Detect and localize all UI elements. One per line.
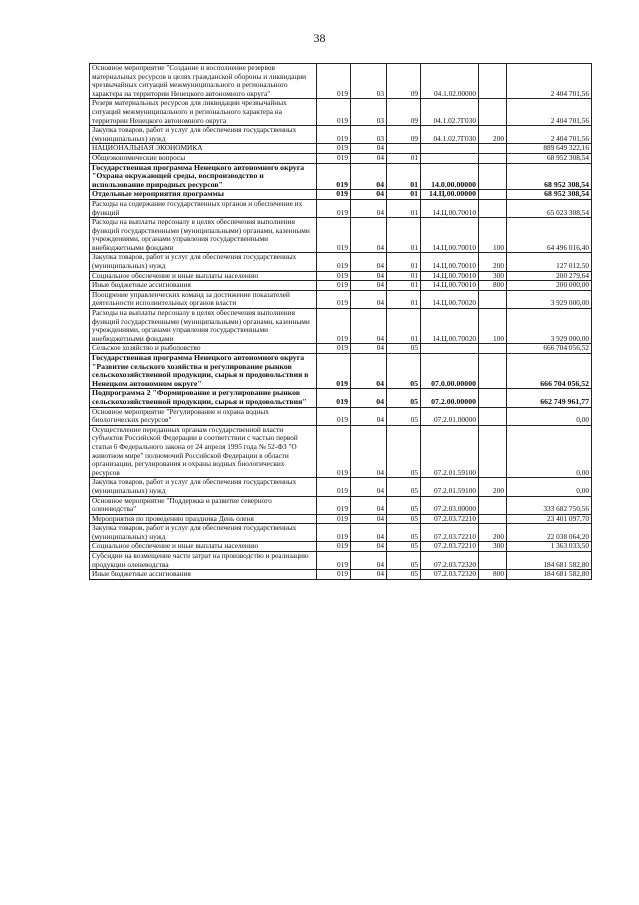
expense-type-cell <box>479 552 507 570</box>
table-row <box>90 190 592 200</box>
ministry-code-cell: 019 <box>317 153 351 163</box>
row-name-cell: Закупка товаров, работ и услуг для обеспечения государственных (муниципальных) нужд <box>90 126 317 144</box>
subsection-code-cell: 05 <box>387 354 421 389</box>
row-name-cell: Отдельные мероприятия программы <box>90 190 317 200</box>
expense-type-cell <box>479 354 507 389</box>
expense-type-cell <box>479 163 507 190</box>
target-article-cell: 14.Ц.00.70020 <box>421 309 479 344</box>
target-article-cell: 07.2.01.00000 <box>421 407 479 425</box>
ministry-code-cell: 019 <box>317 552 351 570</box>
row-name-cell: Расходы на выплаты персоналу в целях обеспечения выполнения функций государственными (муниципальными) органами, казенными учреждениями, органами управления государственными внебюджетными фондами <box>90 309 317 344</box>
subsection-code-cell: 05 <box>387 478 421 496</box>
amount-cell: 127 012,50 <box>507 253 592 271</box>
section-code-cell: 04 <box>351 496 387 514</box>
amount-cell: 200 279,64 <box>507 271 592 281</box>
target-article-cell: 07.2.03.72210 <box>421 514 479 524</box>
expense-type-cell <box>479 190 507 200</box>
section-code-cell: 04 <box>351 524 387 542</box>
table-row <box>90 354 592 389</box>
section-code-cell: 04 <box>351 218 387 253</box>
section-code-cell: 04 <box>351 407 387 425</box>
table-row <box>90 281 592 291</box>
row-name-cell: Иные бюджетные ассигнования <box>90 570 317 580</box>
expense-type-cell: 200 <box>479 253 507 271</box>
subsection-code-cell: 01 <box>387 290 421 308</box>
amount-cell: 333 682 750,56 <box>507 496 592 514</box>
expense-type-cell: 800 <box>479 570 507 580</box>
table-row <box>90 570 592 580</box>
target-article-cell <box>421 144 479 154</box>
row-name-cell: Сельское хозяйство и рыболовство <box>90 344 317 354</box>
target-article-cell: 04.1.02.7Г030 <box>421 99 479 126</box>
target-article-cell: 14.Ц.00.70020 <box>421 290 479 308</box>
section-code-cell: 04 <box>351 514 387 524</box>
amount-cell: 2 404 701,56 <box>507 64 592 99</box>
section-code-cell: 04 <box>351 552 387 570</box>
section-code-cell: 03 <box>351 64 387 99</box>
target-article-cell <box>421 344 479 354</box>
section-code-cell: 04 <box>351 199 387 217</box>
table-row <box>90 425 592 478</box>
subsection-code-cell: 05 <box>387 570 421 580</box>
table-row <box>90 478 592 496</box>
expense-type-cell <box>479 290 507 308</box>
amount-cell: 2 404 701,56 <box>507 99 592 126</box>
subsection-code-cell: 09 <box>387 99 421 126</box>
row-name-cell: Социальное обеспечение и иные выплаты населению <box>90 271 317 281</box>
amount-cell: 889 649 322,16 <box>507 144 592 154</box>
row-name-cell: Закупка товаров, работ и услуг для обеспечения государственных (муниципальных) нужд <box>90 478 317 496</box>
expense-type-cell <box>479 425 507 478</box>
section-code-cell: 04 <box>351 542 387 552</box>
table-row <box>90 407 592 425</box>
expense-type-cell <box>479 514 507 524</box>
row-name-cell: Государственная программа Ненецкого автономного округа "Охрана окружающей среды, воспроизводство и использование природных ресурсов" <box>90 163 317 190</box>
table-row <box>90 144 592 154</box>
table-row <box>90 524 592 542</box>
section-code-cell: 04 <box>351 309 387 344</box>
subsection-code-cell: 01 <box>387 163 421 190</box>
subsection-code-cell: 01 <box>387 190 421 200</box>
ministry-code-cell: 019 <box>317 190 351 200</box>
subsection-code-cell: 05 <box>387 407 421 425</box>
expense-type-cell <box>479 144 507 154</box>
expense-type-cell <box>479 99 507 126</box>
ministry-code-cell: 019 <box>317 99 351 126</box>
ministry-code-cell: 019 <box>317 354 351 389</box>
ministry-code-cell: 019 <box>317 126 351 144</box>
subsection-code-cell: 05 <box>387 389 421 407</box>
target-article-cell: 07.2.01.59100 <box>421 425 479 478</box>
target-article-cell: 07.2.03.72320 <box>421 552 479 570</box>
section-code-cell: 03 <box>351 126 387 144</box>
ministry-code-cell: 019 <box>317 514 351 524</box>
subsection-code-cell: 05 <box>387 496 421 514</box>
page-number: 38 <box>313 31 326 45</box>
ministry-code-cell: 019 <box>317 542 351 552</box>
row-name-cell: НАЦИОНАЛЬНАЯ ЭКОНОМИКА <box>90 144 317 154</box>
subsection-code-cell: 05 <box>387 425 421 478</box>
expense-type-cell <box>479 64 507 99</box>
amount-cell: 2 404 701,56 <box>507 126 592 144</box>
amount-cell: 64 496 016,40 <box>507 218 592 253</box>
section-code-cell: 04 <box>351 570 387 580</box>
row-name-cell: Основное мероприятие "Регулирование и охрана водных биологических ресурсов" <box>90 407 317 425</box>
ministry-code-cell: 019 <box>317 218 351 253</box>
table-row <box>90 153 592 163</box>
amount-cell: 22 038 064,20 <box>507 524 592 542</box>
target-article-cell: 07.2.03.72210 <box>421 524 479 542</box>
expense-type-cell: 300 <box>479 271 507 281</box>
section-code-cell: 04 <box>351 153 387 163</box>
amount-cell: 0,00 <box>507 425 592 478</box>
row-name-cell: Расходы на выплаты персоналу в целях обеспечения выполнения функций государственными (муниципальными) органами, казенными учреждениями, органами управления государственными внебюджетными фондами <box>90 218 317 253</box>
table-row <box>90 126 592 144</box>
table-row <box>90 514 592 524</box>
subsection-code-cell: 01 <box>387 253 421 271</box>
amount-cell: 3 929 000,00 <box>507 309 592 344</box>
subsection-code-cell: 05 <box>387 344 421 354</box>
target-article-cell: 04.1.02.00000 <box>421 64 479 99</box>
expense-type-cell: 300 <box>479 542 507 552</box>
expense-type-cell: 200 <box>479 524 507 542</box>
table-row <box>90 290 592 308</box>
ministry-code-cell: 019 <box>317 407 351 425</box>
expense-type-cell <box>479 407 507 425</box>
subsection-code-cell: 09 <box>387 126 421 144</box>
subsection-code-cell: 01 <box>387 199 421 217</box>
row-name-cell: Социальное обеспечение и иные выплаты населению <box>90 542 317 552</box>
row-name-cell: Основное мероприятие "Поддержка и развитие северного оленеводства" <box>90 496 317 514</box>
section-code-cell: 04 <box>351 253 387 271</box>
row-name-cell: Осуществление переданных органам государственной власти субъектов Российской Федерации в соответствии с частью первой статьи 6 Федерального закона от 24 апреля 1995 года № 52-ФЗ "О животном мире" полномочий Российской Федерации в области организации, регулирования и охраны водных биологических ресурсов <box>90 425 317 478</box>
table-row <box>90 64 592 99</box>
target-article-cell <box>421 153 479 163</box>
expense-type-cell: 200 <box>479 126 507 144</box>
table-row <box>90 309 592 344</box>
amount-cell: 184 681 582,80 <box>507 570 592 580</box>
row-name-cell: Мероприятия по проведению праздника День оленя <box>90 514 317 524</box>
expense-type-cell: 800 <box>479 281 507 291</box>
table-row <box>90 253 592 271</box>
row-name-cell: Иные бюджетные ассигнования <box>90 281 317 291</box>
subsection-code-cell: 05 <box>387 514 421 524</box>
table-row <box>90 552 592 570</box>
section-code-cell: 03 <box>351 99 387 126</box>
table-row <box>90 344 592 354</box>
subsection-code-cell: 05 <box>387 524 421 542</box>
amount-cell: 68 952 308,54 <box>507 163 592 190</box>
amount-cell: 3 929 000,00 <box>507 290 592 308</box>
amount-cell: 666 704 056,52 <box>507 354 592 389</box>
ministry-code-cell: 019 <box>317 199 351 217</box>
target-article-cell: 07.2.03.72320 <box>421 570 479 580</box>
ministry-code-cell: 019 <box>317 64 351 99</box>
target-article-cell: 04.1.02.7Г030 <box>421 126 479 144</box>
target-article-cell: 07.2.03.00000 <box>421 496 479 514</box>
table-row <box>90 163 592 190</box>
target-article-cell: 07.2.00.00000 <box>421 389 479 407</box>
table-row <box>90 271 592 281</box>
table-row <box>90 542 592 552</box>
ministry-code-cell: 019 <box>317 344 351 354</box>
ministry-code-cell: 019 <box>317 524 351 542</box>
table-row <box>90 496 592 514</box>
section-code-cell: 04 <box>351 344 387 354</box>
row-name-cell: Расходы на содержание государственных органов и обеспечение их функций <box>90 199 317 217</box>
target-article-cell: 14.Ц.00.00000 <box>421 190 479 200</box>
table-row <box>90 99 592 126</box>
target-article-cell: 07.2.03.72210 <box>421 542 479 552</box>
row-name-cell: Субсидии на возмещение части затрат на производство и реализацию продукции оленеводства <box>90 552 317 570</box>
section-code-cell: 04 <box>351 271 387 281</box>
subsection-code-cell: 09 <box>387 64 421 99</box>
amount-cell: 0,00 <box>507 407 592 425</box>
section-code-cell: 04 <box>351 425 387 478</box>
section-code-cell: 04 <box>351 190 387 200</box>
section-code-cell: 04 <box>351 163 387 190</box>
amount-cell: 662 749 961,77 <box>507 389 592 407</box>
target-article-cell: 14.Ц.00.70010 <box>421 253 479 271</box>
ministry-code-cell: 019 <box>317 271 351 281</box>
row-name-cell: Основное мероприятие "Создание и восполнение резервов материальных ресурсов в целях гражданской обороны и ликвидации чрезвычайных ситуаций межмуниципального и регионального характера на территории Ненецкого автономного округа" <box>90 64 317 99</box>
section-code-cell: 04 <box>351 290 387 308</box>
amount-cell: 1 363 033,50 <box>507 542 592 552</box>
section-code-cell: 04 <box>351 281 387 291</box>
amount-cell: 68 952 308,54 <box>507 190 592 200</box>
ministry-code-cell: 019 <box>317 144 351 154</box>
section-code-cell: 04 <box>351 478 387 496</box>
section-code-cell: 04 <box>351 354 387 389</box>
ministry-code-cell: 019 <box>317 425 351 478</box>
table-row <box>90 199 592 217</box>
row-name-cell: Государственная программа Ненецкого автономного округа "Развитие сельского хозяйства и регулирование рынков сельскохозяйственной продукции, сырья и продовольствия в Ненецком автономном округе" <box>90 354 317 389</box>
subsection-code-cell: 01 <box>387 271 421 281</box>
ministry-code-cell: 019 <box>317 389 351 407</box>
ministry-code-cell: 019 <box>317 570 351 580</box>
expense-type-cell <box>479 199 507 217</box>
table-row <box>90 218 592 253</box>
amount-cell: 184 681 582,80 <box>507 552 592 570</box>
row-name-cell: Общеэкономические вопросы <box>90 153 317 163</box>
row-name-cell: Поощрение управленческих команд за достижение показателей деятельности исполнительных органов власти <box>90 290 317 308</box>
ministry-code-cell: 019 <box>317 290 351 308</box>
ministry-code-cell: 019 <box>317 496 351 514</box>
table-row <box>90 389 592 407</box>
amount-cell: 0,00 <box>507 478 592 496</box>
row-name-cell: Закупка товаров, работ и услуг для обеспечения государственных (муниципальных) нужд <box>90 524 317 542</box>
subsection-code-cell: 01 <box>387 281 421 291</box>
subsection-code-cell: 05 <box>387 542 421 552</box>
section-code-cell: 04 <box>351 144 387 154</box>
ministry-code-cell: 019 <box>317 478 351 496</box>
expense-type-cell <box>479 389 507 407</box>
ministry-code-cell: 019 <box>317 253 351 271</box>
target-article-cell: 14.Ц.00.70010 <box>421 218 479 253</box>
ministry-code-cell: 019 <box>317 163 351 190</box>
row-name-cell: Закупка товаров, работ и услуг для обеспечения государственных (муниципальных) нужд <box>90 253 317 271</box>
target-article-cell: 07.0.00.00000 <box>421 354 479 389</box>
expense-type-cell: 100 <box>479 218 507 253</box>
target-article-cell: 14.Ц.00.70010 <box>421 199 479 217</box>
expense-type-cell: 100 <box>479 309 507 344</box>
expense-type-cell <box>479 496 507 514</box>
amount-cell: 666 704 056,52 <box>507 344 592 354</box>
expense-type-cell <box>479 344 507 354</box>
target-article-cell: 14.Ц.00.70010 <box>421 271 479 281</box>
subsection-code-cell <box>387 144 421 154</box>
ministry-code-cell: 019 <box>317 309 351 344</box>
target-article-cell: 14.Ц.00.70010 <box>421 281 479 291</box>
subsection-code-cell: 05 <box>387 552 421 570</box>
amount-cell: 200 000,00 <box>507 281 592 291</box>
subsection-code-cell: 01 <box>387 153 421 163</box>
amount-cell: 65 023 308,54 <box>507 199 592 217</box>
subsection-code-cell: 01 <box>387 218 421 253</box>
expense-type-cell <box>479 153 507 163</box>
ministry-code-cell: 019 <box>317 281 351 291</box>
amount-cell: 23 401 097,70 <box>507 514 592 524</box>
target-article-cell: 07.2.01.59100 <box>421 478 479 496</box>
section-code-cell: 04 <box>351 389 387 407</box>
row-name-cell: Резерв материальных ресурсов для ликвидации чрезвычайных ситуаций межмуниципального и регионального характера на территории Ненецкого автономного округа <box>90 99 317 126</box>
subsection-code-cell: 01 <box>387 309 421 344</box>
expense-type-cell: 200 <box>479 478 507 496</box>
budget-table-body <box>90 64 592 580</box>
target-article-cell: 14.0.00.00000 <box>421 163 479 190</box>
row-name-cell: Подпрограмма 2 "Формирование и регулирование рынков сельскохозяйственной продукции, сырья и продовольствия" <box>90 389 317 407</box>
budget-table <box>89 63 592 580</box>
amount-cell: 68 952 308,54 <box>507 153 592 163</box>
